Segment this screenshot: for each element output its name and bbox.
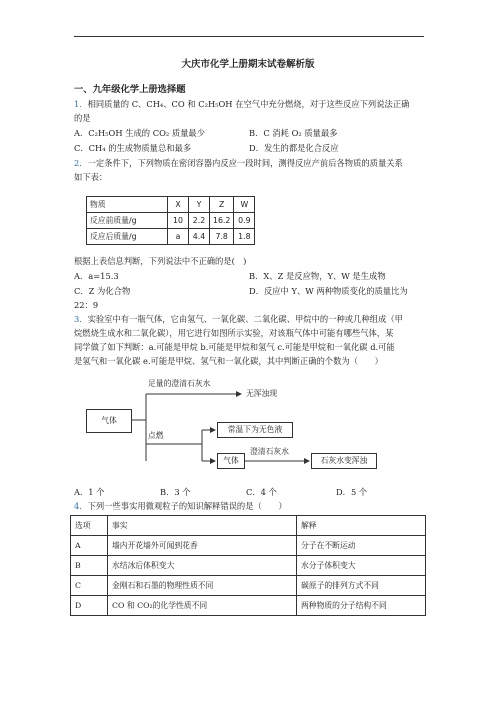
q1-option-b: B．C 消耗 O₂ 质量最多 <box>249 128 338 138</box>
table-cell: W <box>234 197 255 213</box>
table-cell: D <box>71 596 108 616</box>
q3-line3: 同学做了如下判断：a.可能是甲烷 b.可能是甲烷和氢气 c.可能是甲烷和一氧化碳 d.可能 <box>74 342 395 352</box>
table-cell: 两种物质的分子结构不同 <box>297 596 426 616</box>
q1-number: 1． <box>74 99 88 109</box>
q1-line2: 的是 <box>74 113 91 123</box>
table-cell: 水结冰后体积变大 <box>108 556 297 576</box>
table-cell: C <box>71 576 108 596</box>
table-row <box>71 596 426 616</box>
table-cell: 物质 <box>87 197 168 213</box>
q2-number: 2． <box>74 158 88 168</box>
table-cell: B <box>71 556 108 576</box>
table-cell: 金刚石和石墨的物理性质不同 <box>108 576 297 596</box>
q3-options <box>74 486 424 498</box>
page-title: 大庆市化学上册期末试卷解析版 <box>181 59 315 70</box>
q2-options-row2 <box>74 285 424 297</box>
table-cell: a <box>168 229 189 245</box>
q3-option-c: C．4 个 <box>246 487 277 497</box>
table-cell: CO 和 CO₂的化学性质不同 <box>108 596 297 616</box>
q2-option-d: D．反应中 Y、W 两种物质变化的质量比为 <box>249 286 408 296</box>
diagram-top-result: 无浑浊现 <box>246 389 278 398</box>
table-cell: 分子在不断运动 <box>297 536 426 556</box>
q1-option-c: C．CH₄ 的生成物质量总和最多 <box>74 143 192 153</box>
q3-stem <box>74 313 403 325</box>
q4-line1: 下列一些事实用微观粒子的知识解释错误的是（ ） <box>87 501 287 511</box>
table-cell: 反应后质量/g <box>87 229 168 245</box>
table-row <box>71 536 426 556</box>
q2-prompt: 根据上表信息判断，下列说法中不正确的是( ) <box>74 256 247 266</box>
table-row <box>87 213 255 229</box>
table-cell: 7.8 <box>210 229 234 245</box>
q3-line4: 是氢气和一氧化碳 e.可能是甲烷、氢气和一氧化碳，其中判断正确的个数为（ ） <box>74 356 383 366</box>
q1-options-row1 <box>74 127 424 139</box>
table-cell: 10 <box>168 213 189 229</box>
diagram-ignite-label: 点燃 <box>148 431 164 440</box>
table-cell: A <box>71 536 108 556</box>
table-cell: 4.4 <box>189 229 210 245</box>
q1-option-a: A．C₂H₅OH 生成的 CO₂ 质量最少 <box>74 128 206 138</box>
table-row <box>71 556 426 576</box>
table-cell: 墙内开花墙外可闻到花香 <box>108 536 297 556</box>
diagram-turbid-box: 石灰水变浑浊 <box>311 453 377 469</box>
q1-option-d: D．发生的都是化合反应 <box>249 143 339 153</box>
q2-line2: 如下表： <box>74 172 108 182</box>
table-cell: 碳原子的排列方式不同 <box>297 576 426 596</box>
table-cell: 水分子体积变大 <box>297 556 426 576</box>
table-cell: 1.8 <box>234 229 255 245</box>
q1-options-row2 <box>74 142 424 154</box>
diagram-gas2-box: 气体 <box>217 453 245 469</box>
table-cell: 2.2 <box>189 213 210 229</box>
q4-stem <box>74 500 287 512</box>
table-row <box>87 197 255 213</box>
table-row <box>71 576 426 596</box>
q2-stem <box>74 157 403 169</box>
q1-stem <box>74 98 409 110</box>
diagram-top-label: 足量的澄清石灰水 <box>148 379 211 388</box>
q3-line2: 烷燃烧生成水和二氧化碳），用它进行如图所示实验，对该瓶气体中可能有哪些气体，某 <box>74 328 394 338</box>
table-header-cell: 选项 <box>71 516 108 536</box>
q2-option-c: C．Z 为化合物 <box>74 286 131 296</box>
q2-line1: 一定条件下，下列物质在密闭容器内反应一段时间，测得反应产前后各物质的质量关系 <box>87 158 403 168</box>
q2-mass-table <box>86 196 255 245</box>
q3-option-a: A．1 个 <box>74 487 105 497</box>
section-heading: 一、九年级化学上册选择题 <box>74 84 186 95</box>
diagram-gas-box: 气体 <box>86 409 132 433</box>
diagram-bottom-label: 澄清石灰水 <box>250 447 289 456</box>
q2-option-a: A．a=15.3 <box>74 271 119 281</box>
table-row <box>71 516 426 536</box>
table-header-cell: 解释 <box>297 516 426 536</box>
q3-number: 3． <box>74 314 88 324</box>
table-cell: 0.9 <box>234 213 255 229</box>
q4-number: 4． <box>74 501 88 511</box>
q1-line1: 相同质量的 C、CH₄、CO 和 C₂H₅OH 在空气中充分燃烧，对于这些反应下列说法正确 <box>87 99 410 109</box>
table-cell: Z <box>210 197 234 213</box>
q3-line1: 实验室中有一瓶气体，它由氢气、一氧化碳、二氧化碳、甲烷中的一种或几种组成（甲 <box>87 314 403 324</box>
header-rule <box>74 36 424 37</box>
q3-option-d: D．5 个 <box>336 487 368 497</box>
table-cell: Y <box>189 197 210 213</box>
q3-option-b: B．3 个 <box>160 487 191 497</box>
table-header-cell: 事实 <box>108 516 297 536</box>
q2-option-b: B．X、Z 是反应物，Y、W 是生成物 <box>249 271 386 281</box>
table-row <box>87 229 255 245</box>
table-cell: 反应前质量/g <box>87 213 168 229</box>
q2-options-row1 <box>74 270 424 282</box>
q2-option-d-cont: 22：9 <box>74 300 99 310</box>
table-cell: 16.2 <box>210 213 234 229</box>
table-cell: X <box>168 197 189 213</box>
diagram-liquid-box: 常温下为无色液 <box>217 422 293 438</box>
q4-table <box>70 515 426 616</box>
